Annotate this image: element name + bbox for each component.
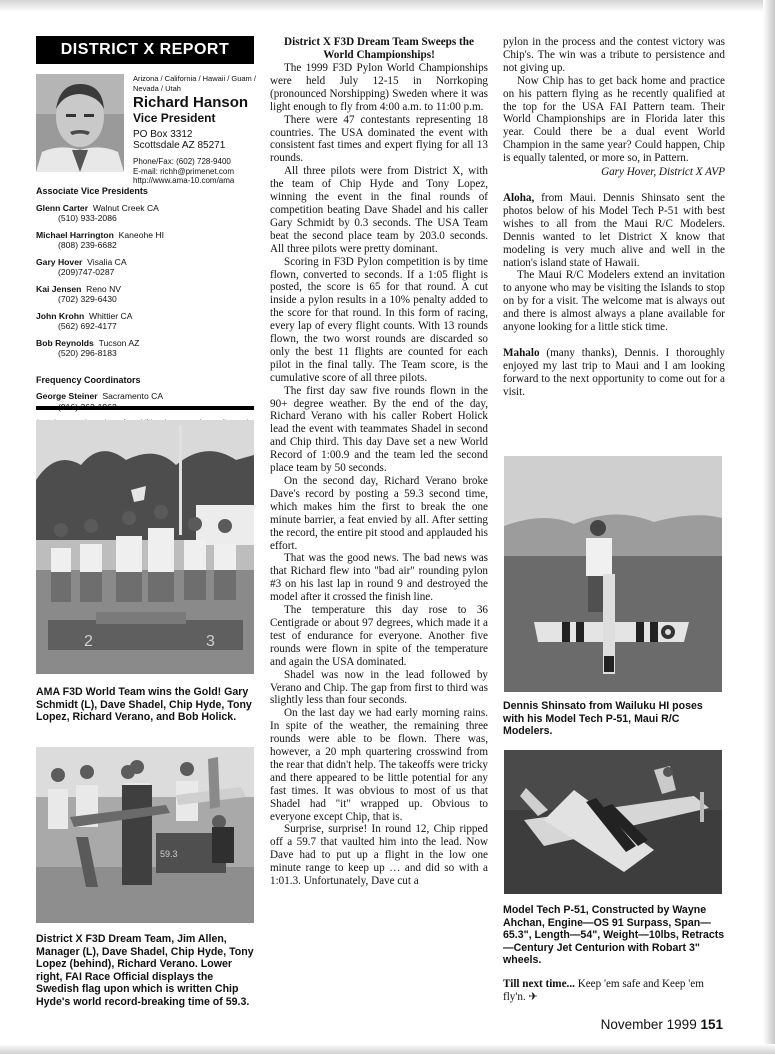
coordinator-directory xyxy=(36,186,256,429)
freq-entry: George Steiner Sacramento CA xyxy=(36,391,164,401)
vp-name: Richard Hanson xyxy=(133,94,249,111)
article-paragraph: Scoring in F3D Pylon competition is by time flown, converted to seconds. If a 1:05 flight is posted, the score is 65 for that round. A cut inside a pylon results in a 10% penalty added to the score for that round. In this form of racing, every lap of every flight counts. With 13 rounds flown, the two worst rounds are discarded so only the best 11 flights are counted for each pilot in the final tally. The Team score, is the cumulative score of all three pilots. xyxy=(270,255,488,384)
column-divider-rule xyxy=(36,406,254,410)
column-banner: DISTRICT X REPORT xyxy=(36,36,254,64)
avp-entry: John Krohn Whittier CA (562) 692-4177 xyxy=(36,310,133,331)
dream-team-photo xyxy=(36,747,254,923)
vp-contact-block xyxy=(133,74,263,186)
article-paragraph: That was the good news. The bad news was that Richard flew into "bad air" rounding pylon #3 on his last lap in round 9 and destroyed the model after it crossed the finish line. xyxy=(270,552,488,604)
article-paragraph: Now Chip has to get back home and practice on his pattern flying as he recently qualified at the top for the USA FAI Pattern team. Their World Championships are in Florida later this year. Could there be a dual event World Champion in the same year? Could happen, Chip is equally talented, or more so, in Pattern. xyxy=(503,74,725,165)
article-paragraph: On the last day we had early morning rains. In spite of the weather, the remaining three rounds were able to be flown. There was, however, a 20 mph quartering crosswind from the rear that didn't help. The takeoffs were tricky and there appeared to be little potential for any fast times. It was obvious to most of us that Shadel had "it" wrapped up. Obvious to everyone except Chip, that is. xyxy=(270,707,488,823)
article-paragraph: The temperature this day rose to 36 Centigrade or about 97 degrees, which made it a test of endurance for everyone. Another five rounds were flown in spite of the temperature and again the USA dominated. xyxy=(270,604,488,668)
avp-entry: Michael Harrington Kaneohe HI (808) 239-6682 xyxy=(36,229,165,250)
right-text-column xyxy=(503,36,725,399)
issue-date: November 1999 xyxy=(600,1017,697,1032)
vp-email: E-mail: richh@primenet.com xyxy=(133,166,235,176)
vp-title: Vice President xyxy=(133,111,216,125)
page-edge-right xyxy=(763,0,775,1054)
vp-phone: Phone/Fax: (602) 728-9400 xyxy=(133,157,231,166)
page-footer xyxy=(593,1017,723,1032)
p51-pilot-photo xyxy=(504,456,722,692)
page-edge-top xyxy=(0,0,775,12)
vp-address-line2: Scottsdale AZ 85271 xyxy=(133,140,226,151)
article-paragraph: There were 47 contestants representing 18 countries. The USA dominated the event with consistent fast times and expert flying for all 13 rounds. xyxy=(270,113,488,165)
caption-p51-pilot-photo: Dennis Shinsato from Wailuku HI poses with his Model Tech P-51, Maui R/C Modelers. xyxy=(503,700,703,738)
vp-address-line1: PO Box 3312 xyxy=(133,129,193,140)
article-paragraph: Surprise, surprise! In round 12, Chip ripped off a 59.7 that vaulted him into the lead. Now Dave had to put up a flight in the low one minute range to keep up … and did so with a 1:01.3. Unfortunately, Dave cut a xyxy=(270,823,488,888)
maui-paragraph: The Maui R/C Modelers extend an invitation to anyone who may be visiting the Islands to stop on by for a visit. The welcome mat is always out and there is almost always a plane available for anyone looking for a little stick time. xyxy=(503,269,725,334)
avp-entry: Glenn Carter Walnut Creek CA (510) 933-2086 xyxy=(36,202,159,223)
article-paragraph: Shadel was now in the lead followed by Verano and Chip. The gap from first to third was slightly less than four seconds. xyxy=(270,668,488,707)
article-column xyxy=(270,36,488,1016)
caption-dream-team-photo: District X F3D Dream Team, Jim Allen, Manager (L), Dave Shadel, Chip Hyde, Tony Lopez (behind), Richard Verano. Lower right, FAI Race Official displays the Swedish flag upon which is written Chip Hyde's world record-breaking time of 59.3. xyxy=(36,933,254,1008)
page-edge-bottom xyxy=(0,1044,775,1054)
maui-paragraph: Aloha, from Maui. Dennis Shinsato sent the photos below of his Model Tech P-51 with best wishes to all from the Maui R/C Modelers. Dennis wanted to let District X know that modeling is very much alive and well in the nation's island state of Hawaii. xyxy=(503,191,725,269)
avp-heading: Associate Vice Presidents xyxy=(36,186,148,196)
vp-portrait-photo xyxy=(36,74,124,172)
article-title: District X F3D Dream Team Sweeps the World Championships! xyxy=(284,36,474,61)
closing-paragraph: Till next time... Keep 'em safe and Keep 'em fly'n. ✈ xyxy=(503,978,704,1003)
article-signature: Gary Hover, District X AVP xyxy=(601,166,725,179)
p51-model-photo xyxy=(504,750,722,894)
vp-website: http://www.ama-10.com/ama xyxy=(133,176,235,185)
team-podium-photo xyxy=(36,420,254,674)
svg-text:3: 3 xyxy=(206,633,215,650)
caption-podium-photo: AMA F3D World Team wins the Gold! Gary Schmidt (L), Dave Shadel, Chip Hyde, Tony Lopez, Richard Verano, and Bob Holick. xyxy=(36,686,252,724)
article-paragraph: All three pilots were from District X, with the team of Chip Hyde and Tony Lopez, winning the event in the final rounds of competition beating Dave Shadel and his caller Gary Schmidt by 0.3 seconds. The USA Team beat the second place team by 203.0 seconds. All three pilots were pretty dominant. xyxy=(270,165,488,255)
article-continued: pylon in the process and the contest victory was Chip's. The win was a tribute to persistence and not giving up. xyxy=(503,36,725,74)
mahalo-paragraph: Mahalo (many thanks), Dennis. I thoroughly enjoyed my last trip to Maui and I am looking forward to the next opportunity to come out for a visit. xyxy=(503,346,725,398)
svg-text:2: 2 xyxy=(84,633,93,650)
avp-entry: Gary Hover Visalia CA (209)747-0287 xyxy=(36,256,127,277)
freq-heading: Frequency Coordinators xyxy=(36,374,141,385)
page-number: 151 xyxy=(700,1017,723,1032)
article-paragraph: On the second day, Richard Verano broke Dave's record by posting a 59.3 second time, which makes him the first to break the one minute barrier, a feat envied by all. After setting the record, the entire pit stood and applauded his effort. xyxy=(270,475,488,552)
avp-entry: Bob Reynolds Tucson AZ (520) 296-8183 xyxy=(36,337,140,358)
svg-text:59.3: 59.3 xyxy=(160,849,178,859)
avp-entry: Kai Jensen Reno NV (702) 329-6430 xyxy=(36,283,122,304)
region-states: Arizona / California / Hawaii / Guam / Nevada / Utah xyxy=(133,74,256,93)
article-paragraph: The 1999 F3D Pylon World Championships were held July 12-15 in Norrkoping (pronounced Norshipping) Sweden where it was light enough to fly from 4:00 a.m. to 11:00 p.m. xyxy=(270,62,488,113)
caption-p51-model-photo: Model Tech P-51, Constructed by Wayne Ahchan, Engine—OS 91 Surpass, Span—65.3", Length—54", Weight—10lbs, Retracts—Century Jet Centurion with Robart 3" wheels. xyxy=(503,904,725,967)
article-paragraph: The first day saw five rounds flown in the 90+ degree weather. By the end of the day, Richard Verano with his caller Robert Holick lead the event with teammates Shadel in second and Chip third. This day Dave set a new World Record of 1:00.9 and the team led the second place team by 50 seconds. xyxy=(270,384,488,475)
